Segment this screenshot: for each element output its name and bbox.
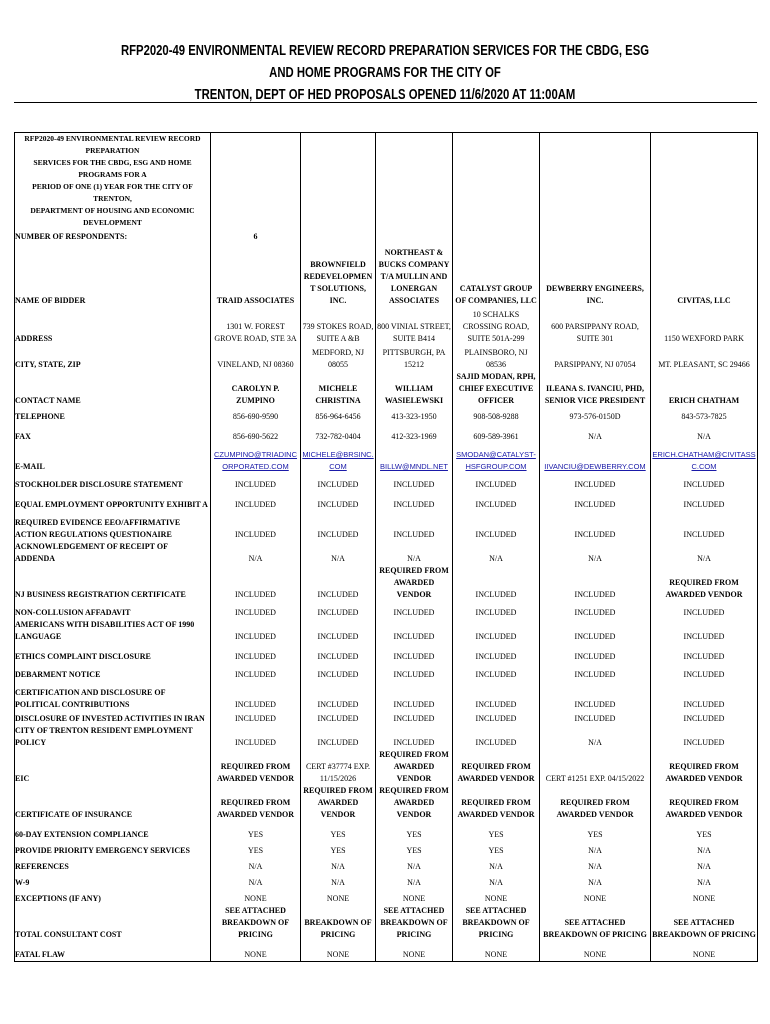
bidder-cell: N/A — [651, 541, 758, 565]
bidder-cell: NONE — [211, 889, 301, 905]
bidder-cell: N/A — [540, 423, 651, 443]
bidder-cell: N/A — [540, 725, 651, 749]
row-label: REQUIRED EVIDENCE EEO/AFFIRMATIVE ACTION REGULATIONS QUESTIONAIRE — [15, 511, 211, 541]
table-row — [15, 541, 758, 565]
bidder-cell[interactable] — [301, 443, 376, 473]
bidder-cell: 800 VINIAL STREET, SUITE B414 — [376, 307, 453, 345]
bidder-cell: N/A — [651, 841, 758, 857]
bidder-cell: INCLUDED — [651, 663, 758, 681]
bidder-cell: SEE ATTACHED BREAKDOWN OF PRICING — [376, 905, 453, 941]
description-line: SERVICES FOR THE CBDG, ESG AND HOME PROGRAMS FOR A — [33, 158, 192, 179]
bidder-cell: INCLUDED — [453, 725, 540, 749]
bidder-cell: NONE — [453, 889, 540, 905]
bidder-cell: INCLUDED — [211, 643, 301, 663]
bidder-cell[interactable] — [376, 443, 453, 473]
table-row — [15, 725, 758, 749]
row-label: NJ BUSINESS REGISTRATION CERTIFICATE — [15, 565, 211, 601]
table-row — [15, 905, 758, 941]
bidder-cell: PITTSBURGH, PA 15212 — [376, 345, 453, 371]
row-label: DISCLOSURE OF INVESTED ACTIVITIES IN IRAN — [15, 711, 211, 725]
bidder-cell: NONE — [301, 941, 376, 961]
table-row — [15, 491, 758, 511]
row-label: NON-COLLUSION AFFADAVIT — [15, 601, 211, 619]
bidder-cell: N/A — [540, 857, 651, 873]
bidder-cell: YES — [453, 821, 540, 841]
row-label: EQUAL EMPLOYMENT OPPORTUNITY EXHIBIT A — [15, 491, 211, 511]
bidder-cell[interactable] — [651, 443, 758, 473]
bidder-cell: 856-690-5622 — [211, 423, 301, 443]
bidder-cell: REQUIRED FROM AWARDED VENDOR — [376, 749, 453, 785]
email-link[interactable]: MICHELE@BRSINC.COM — [302, 450, 374, 471]
bidder-cell: INCLUDED — [453, 565, 540, 601]
row-label: ADDRESS — [15, 307, 211, 345]
table-row — [15, 407, 758, 423]
bidder-cell: 843-573-7825 — [651, 407, 758, 423]
table-row — [15, 243, 758, 307]
bidder-cell: INCLUDED — [540, 619, 651, 643]
bidder-cell: 856-690-9590 — [211, 407, 301, 423]
bidder-cell: INCLUDED — [453, 473, 540, 491]
bidder-cell: 973-576-0150D — [540, 407, 651, 423]
bidder-cell: INCLUDED — [651, 681, 758, 711]
bidder-cell: 609-589-3961 — [453, 423, 540, 443]
bidder-cell: N/A — [376, 873, 453, 889]
bidder-cell: INCLUDED — [211, 619, 301, 643]
bidder-cell: INCLUDED — [376, 619, 453, 643]
bidder-cell: CATALYST GROUP OF COMPANIES, LLC — [453, 243, 540, 307]
bidder-cell: INCLUDED — [376, 601, 453, 619]
bidder-cell: INCLUDED — [453, 643, 540, 663]
row-label: ACKNOWLEDGEMENT OF RECEIPT OF ADDENDA — [15, 541, 211, 565]
bidder-cell: PARSIPPANY, NJ 07054 — [540, 345, 651, 371]
table-row — [15, 423, 758, 443]
bidder-cell[interactable] — [453, 443, 540, 473]
bidder-cell: 1150 WEXFORD PARK — [651, 307, 758, 345]
bidder-cell: 856-964-6456 — [301, 407, 376, 423]
bidder-cell: INCLUDED — [651, 619, 758, 643]
bidder-cell: DEWBERRY ENGINEERS, INC. — [540, 243, 651, 307]
bidder-cell: INCLUDED — [540, 711, 651, 725]
bidder-cell: CERT #1251 EXP. 04/15/2022 — [540, 749, 651, 785]
bidder-cell[interactable] — [211, 443, 301, 473]
table-row — [15, 663, 758, 681]
bidder-cell: INCLUDED — [376, 711, 453, 725]
bidder-cell: INCLUDED — [453, 601, 540, 619]
title-line-1: RFP2020-49 ENVIRONMENTAL REVIEW RECORD PREPARATION SERVICES FOR THE CBDG, ESG AND HOME PROGRAMS FOR THE CITY OF — [120, 43, 650, 81]
bidder-cell: INCLUDED — [211, 511, 301, 541]
bidder-cell: MICHELE CHRISTINA — [301, 371, 376, 407]
row-label: EXCEPTIONS (IF ANY) — [15, 889, 211, 905]
bidder-cell: N/A — [453, 541, 540, 565]
table-row — [15, 601, 758, 619]
bidder-cell: INCLUDED — [301, 473, 376, 491]
bidder-cell: INCLUDED — [651, 725, 758, 749]
table-row — [15, 511, 758, 541]
bidder-cell: INCLUDED — [376, 681, 453, 711]
table-row — [15, 345, 758, 371]
bidder-cell: REQUIRED FROM AWARDED VENDOR — [211, 785, 301, 821]
bidder-cell: INCLUDED — [453, 681, 540, 711]
bidder-cell: INCLUDED — [540, 681, 651, 711]
bidder-cell: INCLUDED — [540, 643, 651, 663]
bidder-cell: N/A — [651, 857, 758, 873]
row-label: CERTIFICATION AND DISCLOSURE OF POLITICAL CONTRIBUTIONS — [15, 681, 211, 711]
bidder-cell: 908-508-9288 — [453, 407, 540, 423]
row-label: FATAL FLAW — [15, 941, 211, 961]
bidder-cell: INCLUDED — [651, 511, 758, 541]
bidder-cell: N/A — [540, 541, 651, 565]
table-row — [15, 857, 758, 873]
description-line: DEPARTMENT OF HOUSING AND ECONOMIC DEVELOPMENT — [30, 206, 195, 227]
bidder-cell: N/A — [651, 873, 758, 889]
table-row — [15, 889, 758, 905]
bidder-cell: YES — [211, 821, 301, 841]
bidder-cell: N/A — [651, 423, 758, 443]
bidder-cell: INCLUDED — [453, 711, 540, 725]
bidder-cell: YES — [376, 821, 453, 841]
bidder-cell: TRAID ASSOCIATES — [211, 243, 301, 307]
bidder-cell: INCLUDED — [376, 663, 453, 681]
bidder-cell: YES — [453, 841, 540, 857]
table-row — [15, 371, 758, 407]
bidder-cell: N/A — [301, 873, 376, 889]
email-link[interactable]: IIVANCIU@DEWBERRY.COM — [544, 462, 646, 471]
bidder-cell: INCLUDED — [211, 725, 301, 749]
bidder-cell: YES — [301, 821, 376, 841]
bidder-cell: INCLUDED — [376, 491, 453, 511]
bidder-cell: MEDFORD, NJ 08055 — [301, 345, 376, 371]
bidder-cell: 412-323-1969 — [376, 423, 453, 443]
row-label: EIC — [15, 749, 211, 785]
bidder-cell: 600 PARSIPPANY ROAD, SUITE 301 — [540, 307, 651, 345]
bidder-cell: N/A — [540, 841, 651, 857]
bidder-cell: SEE ATTACHED BREAKDOWN OF PRICING — [453, 905, 540, 941]
bidder-cell: REQUIRED FROM AWARDED VENDOR — [651, 785, 758, 821]
row-label: 60-DAY EXTENSION COMPLIANCE — [15, 821, 211, 841]
bidder-cell: INCLUDED — [453, 663, 540, 681]
bidder-cell: SEE ATTACHED BREAKDOWN OF PRICING — [211, 905, 301, 941]
row-label: DEBARMENT NOTICE — [15, 663, 211, 681]
bid-tabulation-table — [14, 132, 758, 962]
title-divider — [14, 102, 757, 103]
row-label: CERTIFICATE OF INSURANCE — [15, 785, 211, 821]
bidder-cell: REQUIRED FROM AWARDED VENDOR — [376, 565, 453, 601]
table-row — [15, 821, 758, 841]
bidder-cell: ERICH CHATHAM — [651, 371, 758, 407]
bidder-cell: BROWNFIELD REDEVELOPMENT SOLUTIONS, INC. — [301, 243, 376, 307]
bidder-cell: INCLUDED — [540, 473, 651, 491]
email-link[interactable]: BILLW@MNDL.NET — [380, 462, 448, 471]
row-label: TOTAL CONSULTANT COST — [15, 905, 211, 941]
bidder-cell: REQUIRED FROM AWARDED VENDOR — [376, 785, 453, 821]
bidder-cell: 413-323-1950 — [376, 407, 453, 423]
bidder-cell: INCLUDED — [211, 473, 301, 491]
bidder-cell: INCLUDED — [540, 663, 651, 681]
bidder-cell: INCLUDED — [376, 473, 453, 491]
row-label: STOCKHOLDER DISCLOSURE STATEMENT — [15, 473, 211, 491]
bidder-cell: 1301 W. FOREST GROVE ROAD, STE 3A — [211, 307, 301, 345]
bidder-cell: NONE — [211, 941, 301, 961]
bidder-cell: INCLUDED — [211, 711, 301, 725]
bidder-cell: INCLUDED — [540, 601, 651, 619]
bidder-cell: INCLUDED — [211, 663, 301, 681]
respondents-label: NUMBER OF RESPONDENTS: — [15, 229, 211, 243]
table-row — [15, 785, 758, 821]
row-label: E-MAIL — [15, 443, 211, 473]
respondents-count: 6 — [211, 229, 301, 243]
bidder-cell: NONE — [376, 941, 453, 961]
bidder-cell: INCLUDED — [376, 643, 453, 663]
table-row — [15, 643, 758, 663]
bidder-cell: INCLUDED — [651, 601, 758, 619]
page-title — [108, 40, 662, 106]
bidder-cell: CERT #37774 EXP. 11/15/2026 — [301, 749, 376, 785]
row-label: FAX — [15, 423, 211, 443]
bidder-cell: NONE — [651, 941, 758, 961]
table-row — [15, 841, 758, 857]
email-link[interactable]: ERICH.CHATHAM@CIVITASSC.COM — [652, 450, 756, 471]
bidder-cell: INCLUDED — [651, 643, 758, 663]
bidder-cell: INCLUDED — [301, 565, 376, 601]
row-label: CITY, STATE, ZIP — [15, 345, 211, 371]
bidder-cell: YES — [651, 821, 758, 841]
bidder-cell: REQUIRED FROM AWARDED VENDOR — [453, 749, 540, 785]
bidder-cell: BREAKDOWN OF PRICING — [301, 905, 376, 941]
bidder-cell: N/A — [301, 857, 376, 873]
bidder-cell: INCLUDED — [651, 491, 758, 511]
bidder-cell[interactable] — [540, 443, 651, 473]
bidder-cell: CAROLYN P. ZUMPINO — [211, 371, 301, 407]
bidder-cell: REQUIRED FROM AWARDED VENDOR — [651, 565, 758, 601]
respondents-row — [15, 229, 758, 243]
table-row — [15, 443, 758, 473]
table-row — [15, 749, 758, 785]
bidder-cell: INCLUDED — [376, 725, 453, 749]
bidder-cell: INCLUDED — [453, 619, 540, 643]
bidder-cell: N/A — [211, 857, 301, 873]
bidder-cell: INCLUDED — [211, 491, 301, 511]
bidder-cell: REQUIRED FROM AWARDED VENDOR — [453, 785, 540, 821]
bidder-cell: INCLUDED — [211, 565, 301, 601]
row-label: TELEPHONE — [15, 407, 211, 423]
bidder-cell: 10 SCHALKS CROSSING ROAD, SUITE 501A-299 — [453, 307, 540, 345]
bidder-cell: REQUIRED FROM AWARDED VENDOR — [211, 749, 301, 785]
bidder-cell: INCLUDED — [211, 601, 301, 619]
bidder-cell: INCLUDED — [453, 491, 540, 511]
bidder-cell: NONE — [453, 941, 540, 961]
bidder-cell: CIVITAS, LLC — [651, 243, 758, 307]
row-label: CITY OF TRENTON RESIDENT EMPLOYMENT POLICY — [15, 725, 211, 749]
bidder-cell: REQUIRED FROM AWARDED VENDOR — [540, 785, 651, 821]
bidder-cell: 732-782-0404 — [301, 423, 376, 443]
bidder-cell: VINELAND, NJ 08360 — [211, 345, 301, 371]
bidder-cell: YES — [540, 821, 651, 841]
bidder-cell: N/A — [376, 541, 453, 565]
bidder-cell: N/A — [540, 873, 651, 889]
bidder-cell: YES — [211, 841, 301, 857]
row-label: NAME OF BIDDER — [15, 243, 211, 307]
table-row — [15, 873, 758, 889]
bidder-cell: INCLUDED — [651, 711, 758, 725]
bidder-cell: NORTHEAST & BUCKS COMPANY T/A MULLIN AND LONERGAN ASSOCIATES — [376, 243, 453, 307]
bidder-cell: INCLUDED — [301, 601, 376, 619]
bidder-cell: SEE ATTACHED BREAKDOWN OF PRICING — [540, 905, 651, 941]
bidder-cell: NONE — [651, 889, 758, 905]
description-line: RFP2020-49 ENVIRONMENTAL REVIEW RECORD PREPARATION — [24, 134, 201, 155]
bidder-cell: ILEANA S. IVANCIU, PHD, SENIOR VICE PRESIDENT — [540, 371, 651, 407]
bidder-cell: WILLIAM WASIELEWSKI — [376, 371, 453, 407]
bidder-cell: INCLUDED — [301, 711, 376, 725]
bidder-cell: N/A — [301, 541, 376, 565]
bidder-cell: INCLUDED — [301, 491, 376, 511]
row-label: ETHICS COMPLAINT DISCLOSURE — [15, 643, 211, 663]
bidder-cell: INCLUDED — [301, 681, 376, 711]
bidder-cell: N/A — [211, 873, 301, 889]
bidder-cell: YES — [301, 841, 376, 857]
bidder-cell: SEE ATTACHED BREAKDOWN OF PRICING — [651, 905, 758, 941]
bidder-cell: SAJID MODAN, RPH, CHIEF EXECUTIVE OFFICER — [453, 371, 540, 407]
row-label: REFERENCES — [15, 857, 211, 873]
bidder-cell: INCLUDED — [540, 511, 651, 541]
bidder-cell: INCLUDED — [453, 511, 540, 541]
bidder-cell: N/A — [453, 857, 540, 873]
bidder-cell: NONE — [540, 941, 651, 961]
bidder-cell: INCLUDED — [301, 619, 376, 643]
table-row — [15, 619, 758, 643]
bidder-cell: INCLUDED — [376, 511, 453, 541]
bidder-cell: 739 STOKES ROAD, SUITE A &B — [301, 307, 376, 345]
bidder-cell: YES — [376, 841, 453, 857]
row-label: CONTACT NAME — [15, 371, 211, 407]
title-line-2: TRENTON, DEPT OF HED PROPOSALS OPENED 11/6/2020 AT 11:00AM — [194, 87, 576, 103]
table-row — [15, 473, 758, 491]
row-label: W-9 — [15, 873, 211, 889]
bidder-cell: INCLUDED — [301, 511, 376, 541]
rfp-description — [15, 133, 211, 230]
description-row — [15, 133, 758, 230]
bidder-cell: N/A — [376, 857, 453, 873]
table-row — [15, 711, 758, 725]
bidder-cell: REQUIRED FROM AWARDED VENDOR — [651, 749, 758, 785]
row-label: AMERICANS WITH DISABILITIES ACT OF 1990 LANGUAGE — [15, 619, 211, 643]
description-line: PERIOD OF ONE (1) YEAR FOR THE CITY OF TRENTON, — [32, 182, 193, 203]
bidder-cell: MT. PLEASANT, SC 29466 — [651, 345, 758, 371]
bidder-cell: INCLUDED — [651, 473, 758, 491]
bidder-cell: REQUIRED FROM AWARDED VENDOR — [301, 785, 376, 821]
email-link[interactable]: CZUMPINO@TRIADINCORPORATED.COM — [213, 450, 298, 471]
bidder-cell: N/A — [453, 873, 540, 889]
bidder-cell: PLAINSBORO, NJ 08536 — [453, 345, 540, 371]
bidder-cell: NONE — [540, 889, 651, 905]
bidder-cell: INCLUDED — [301, 663, 376, 681]
bidder-cell: INCLUDED — [301, 643, 376, 663]
bidder-cell: NONE — [301, 889, 376, 905]
table-row — [15, 307, 758, 345]
bidder-cell: INCLUDED — [540, 565, 651, 601]
bidder-cell: N/A — [211, 541, 301, 565]
table-row — [15, 565, 758, 601]
table-row — [15, 941, 758, 961]
row-label: PROVIDE PRIORITY EMERGENCY SERVICES — [15, 841, 211, 857]
bidder-cell: INCLUDED — [540, 491, 651, 511]
bidder-cell: INCLUDED — [301, 725, 376, 749]
bidder-cell: INCLUDED — [211, 681, 301, 711]
bidder-cell: NONE — [376, 889, 453, 905]
email-link[interactable]: SMODAN@CATALYST-HSFGROUP.COM — [456, 450, 536, 471]
table-row — [15, 681, 758, 711]
